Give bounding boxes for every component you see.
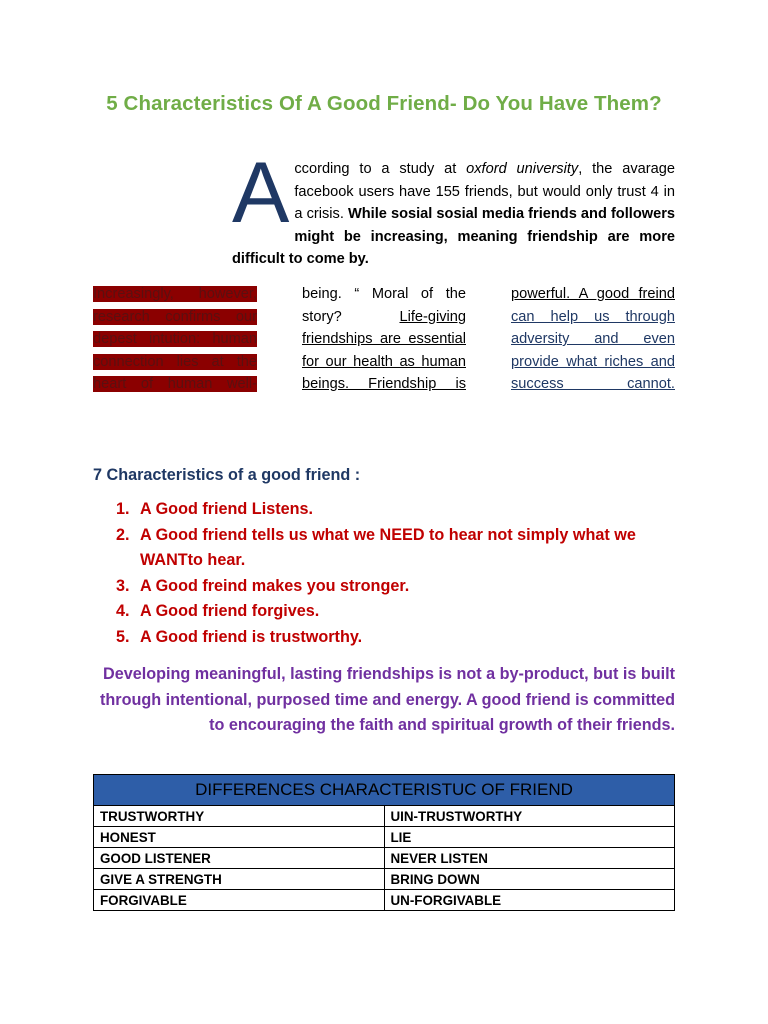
table-row: [94, 869, 675, 890]
differences-table: [93, 774, 675, 911]
characteristics-list: [93, 497, 675, 651]
intro-bold: While sosial sosial media friends and followers might be increasing, meaning friendship are more difficult to come by.: [232, 206, 676, 267]
column-1: [93, 283, 257, 396]
drop-cap: A: [232, 145, 290, 241]
list-number: 4.: [116, 602, 130, 621]
table-cell: TRUSTWORTHY: [94, 806, 385, 827]
table-cell: FORGIVABLE: [94, 890, 385, 911]
table-header-row: [94, 775, 675, 806]
table-cell: GOOD LISTENER: [94, 848, 385, 869]
list-text: A Good friend tells us what we NEED to hear not simply what we WANTto hear.: [140, 525, 636, 570]
table-cell: LIE: [384, 827, 675, 848]
column-3: [511, 283, 675, 396]
intro-italic: oxford university: [466, 161, 579, 177]
list-text: A Good friend Listens.: [140, 500, 313, 518]
column-3-link[interactable]: can help us through adversity and even provide what riches and success cannot.: [511, 308, 675, 392]
list-heading: 7 Characteristics of a good friend :: [93, 466, 361, 484]
intro-text-2: , the avarage facebook users have 155 friends, but would only trust 4 in a crisis.: [294, 161, 675, 222]
column-2-text: being. “ Moral of the story?: [302, 286, 466, 325]
list-item: [93, 523, 675, 574]
table-header: DIFFERENCES CHARACTERISTUC OF FRIEND: [94, 775, 675, 806]
table-cell: GIVE A STRENGTH: [94, 869, 385, 890]
column-2-underlined: Life-giving friendships are essential for our health as human beings. Friendship is: [302, 308, 466, 392]
list-text: A Good freind makes you stronger.: [140, 576, 410, 595]
list-text: A Good friend forgives.: [140, 602, 320, 621]
table-cell: BRING DOWN: [384, 869, 675, 890]
column-2: [302, 283, 466, 396]
intro-text-1: ccording to a study at: [294, 161, 467, 177]
page-title: 5 Characteristics Of A Good Friend- Do You Have Them?: [106, 92, 662, 115]
list-number: 5.: [116, 627, 130, 646]
intro-paragraph: [232, 145, 676, 271]
list-item: [93, 497, 675, 523]
table-row: [94, 827, 675, 848]
highlighted-text: Increasingly, however, research confirms our depest intution: human connection lies at the heart of human well-: [93, 286, 257, 392]
list-number: 2.: [116, 525, 130, 544]
table-cell: UIN-TRUSTWORTHY: [384, 806, 675, 827]
table-cell: UN-FORGIVABLE: [384, 890, 675, 911]
list-text: A Good friend is trustworthy.: [140, 627, 363, 646]
table-cell: HONEST: [94, 827, 385, 848]
closing-quote: Developing meaningful, lasting friendships is not a by-product, but is built through intentional, purposed time and energy. A good friend is committed to encouraging the faith and spiritual growth of their friends.: [100, 665, 675, 735]
table-cell: NEVER LISTEN: [384, 848, 675, 869]
column-3-underlined: powerful. A good freind: [511, 286, 675, 302]
table-row: [94, 806, 675, 827]
list-number: 3.: [116, 576, 130, 595]
list-item: [93, 574, 675, 600]
table-row: [94, 848, 675, 869]
list-item: [93, 625, 675, 651]
list-item: [93, 599, 675, 625]
list-number: 1.: [116, 500, 130, 518]
table-row: [94, 890, 675, 911]
